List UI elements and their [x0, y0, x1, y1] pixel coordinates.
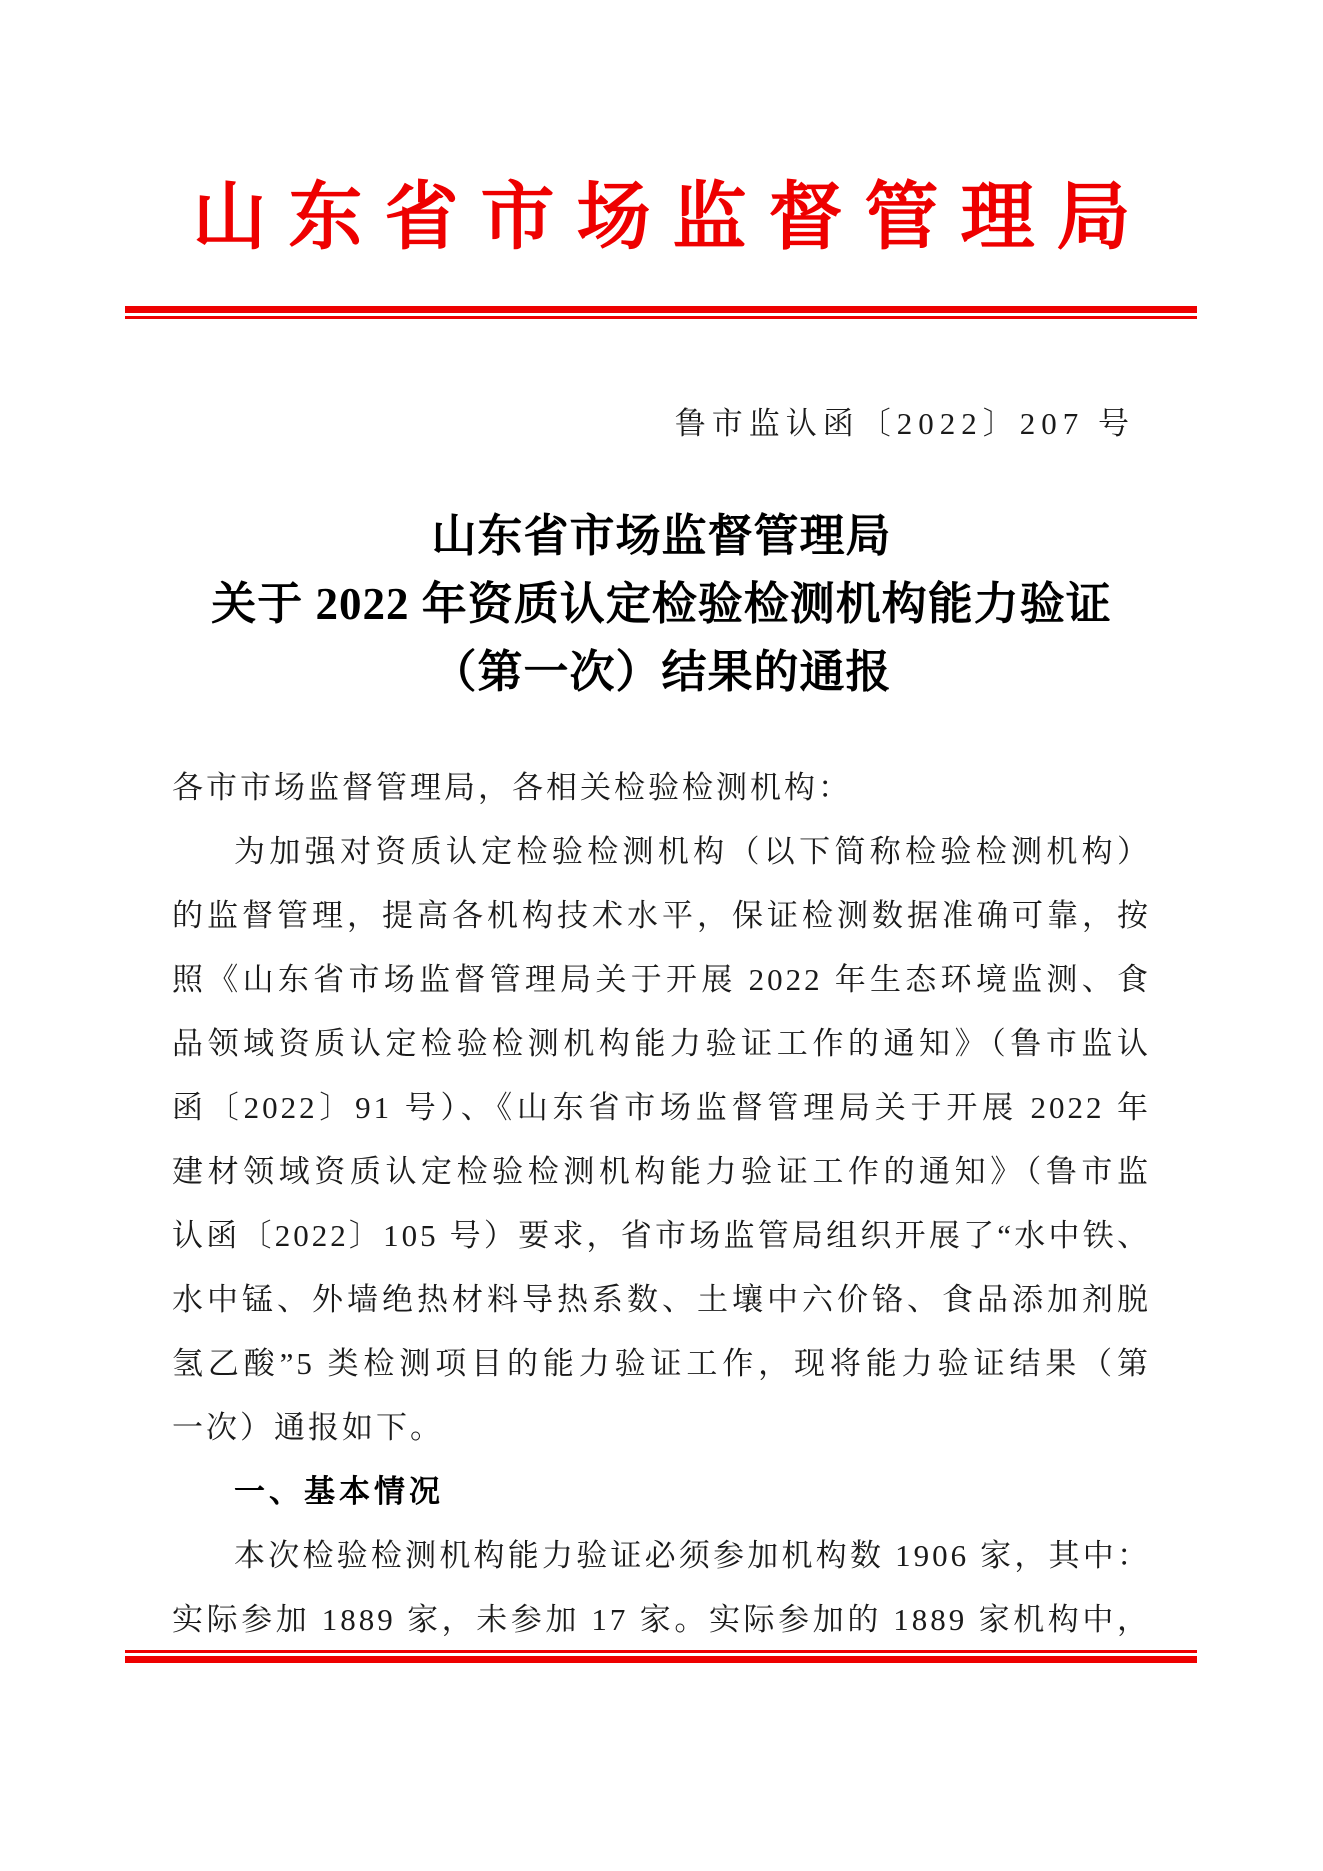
- letterhead-double-rule: [125, 306, 1197, 319]
- paragraph-line: 照《山东省市场监督管理局关于开展 2022 年生态环境监测、食: [172, 962, 1151, 997]
- salutation-line: 各市市场监督管理局，各相关检验检测机构：: [172, 770, 852, 805]
- rule-thick-bar: [125, 306, 1197, 313]
- rule-thin-bar: [125, 316, 1197, 319]
- paragraph-line: 水中锰、外墙绝热材料导热系数、土壤中六价铬、食品添加剂脱: [172, 1282, 1151, 1317]
- rule-thick-bar: [125, 1656, 1197, 1663]
- agency-letterhead-title: 山东省市场监督管理局: [192, 177, 1153, 259]
- paragraph-line: 实际参加 1889 家，未参加 17 家。实际参加的 1889 家机构中，: [172, 1602, 1151, 1637]
- paragraph-line: 氢乙酸”5 类检测项目的能力验证工作，现将能力验证结果（第: [172, 1346, 1151, 1381]
- paragraph-line: 本次检验检测机构能力验证必须参加机构数 1906 家，其中：: [234, 1538, 1151, 1573]
- section-heading-basic-situation: 一、基本情况: [234, 1474, 444, 1509]
- paragraph-line: 为加强对资质认定检验检测机构（以下简称检验检测机构）: [234, 834, 1151, 869]
- document-title: [0, 502, 1323, 706]
- paragraph-line: 的监督管理，提高各机构技术水平，保证检测数据准确可靠，按: [172, 898, 1151, 933]
- document-reference-number: 鲁市监认函〔2022〕207 号: [674, 406, 1135, 441]
- rule-thin-bar: [125, 1650, 1197, 1653]
- paragraph-line: 函〔2022〕91 号）、《山东省市场监督管理局关于开展 2022 年: [172, 1090, 1151, 1125]
- paragraph-line: 品领域资质认定检验检测机构能力验证工作的通知》（鲁市监认: [172, 1026, 1151, 1061]
- footer-double-rule: [125, 1650, 1197, 1663]
- document-title-line-1: 山东省市场监督管理局: [431, 511, 892, 561]
- paragraph-line: 建材领域资质认定检验检测机构能力验证工作的通知》（鲁市监: [172, 1154, 1151, 1189]
- paragraph-line: 认函〔2022〕105 号）要求，省市场监管局组织开展了“水中铁、: [172, 1218, 1151, 1253]
- paragraph-line: 一次）通报如下。: [172, 1410, 444, 1445]
- document-title-line-3: （第一次）结果的通报: [431, 647, 892, 697]
- document-title-line-2: 关于 2022 年资质认定检验检测机构能力验证: [211, 579, 1112, 629]
- document-body: [172, 756, 1151, 1652]
